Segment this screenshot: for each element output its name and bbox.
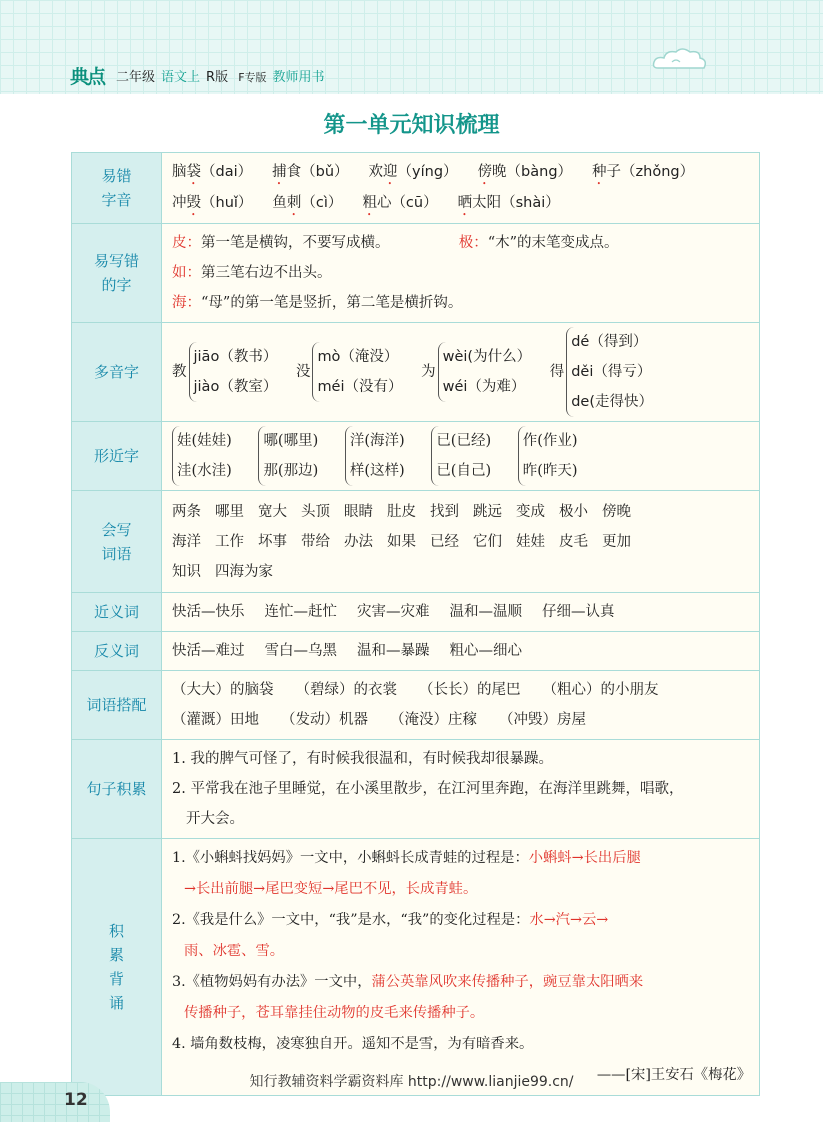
writing-item [172,258,751,288]
recite-text: 1.《小蝌蚪找妈妈》一文中，小蝌蚪长成青蛙的过程是： [172,850,529,866]
recite-text: 2.《我是什么》一文中，“我”是水，“我”的变化过程是： [172,912,530,928]
polyphone-char: 没 [295,364,311,380]
word-item: 头顶 [301,503,330,520]
footer-watermark: 知行教辅资料学霸资料库 http://www.lianjie99.cn/ [249,1074,574,1090]
brace [566,327,653,417]
polyphone-group [172,342,277,402]
label-line: 字音 [101,191,132,209]
recite-item-4: 4. 墙角数枝梅，凌寒独自开。遥知不是雪，为有暗香来。 [172,1036,534,1052]
edition: R版 [206,70,229,85]
pron-word [458,188,560,219]
content-antonyms [162,632,760,671]
page-number-tab [0,1082,110,1122]
similar-group [258,426,318,486]
label-collocation: 词语搭配 [72,671,162,740]
pron-key-char: 毁 [186,195,201,211]
word-item: 极小 [559,503,588,520]
word-item: 跳远 [473,503,502,520]
word-item: 哪里 [215,503,244,520]
row-words [72,491,760,593]
collocation-line [172,675,751,705]
polyphone-reading: jiāo（教书） [193,349,278,365]
content-synonyms [162,593,760,632]
label-pronunciation [72,153,162,224]
label-line: 积 [108,922,124,940]
similar-group [172,426,232,486]
synonym-pair: 连忙—赶忙 [264,604,337,620]
word-item: 工作 [215,533,244,550]
pron-char: 欢 [368,164,384,180]
row-writing [72,224,760,323]
pron-pinyin: （dai） [201,164,253,180]
recite-item-3 [172,967,751,998]
polyphone-reading: mò（淹没） [317,349,399,365]
pron-key-char: 袋 [186,164,201,180]
polyphone-char: 教 [172,364,187,380]
pron-pinyin: （shài） [501,195,560,211]
row-collocation [72,671,760,740]
sentence-1: 1. 我的脾气可怪了，有时候我很温和，有时候我却很暴躁。 [172,751,553,767]
similar-char: 作(作业) [522,433,578,449]
word-item: 四海为家 [215,563,273,580]
special-edition: F专版 [238,71,267,84]
words-line [172,557,751,587]
recite-item-1 [172,843,751,874]
recite-answer: 水→汽→云→ [529,912,609,928]
content-words [162,491,760,593]
pron-key-char: 晒 [457,195,473,211]
similar-char: 样(这样) [349,463,405,479]
brace [258,426,318,486]
word-item: 找到 [430,503,459,520]
word-item: 皮毛 [559,533,588,550]
pron-pinyin: （cū） [391,195,438,211]
label-writing [72,224,162,323]
page-title: 第一单元知识梳理 [323,113,500,138]
antonym-pair: 雪白—乌黑 [264,643,337,659]
poem-source: ——[宋]王安石《梅花》 [596,1067,751,1083]
label-line: 易写错 [93,252,139,270]
label-similar: 形近字 [72,422,162,491]
label-recite [72,839,162,1096]
book-type: 教师用书 [272,70,325,85]
similar-char: 哪(哪里) [263,433,319,449]
brace [189,342,278,402]
content-sentences [162,740,760,839]
word-item: 如果 [387,533,416,550]
similar-char: 已(自己) [436,463,492,479]
writing-text: “木”的末笔变成点。 [487,235,619,251]
similar-char: 洼(水洼) [177,463,232,479]
collocation-item: （发动）机器 [281,712,368,728]
pron-char: 太阳 [472,195,502,211]
writing-char: 极： [458,235,488,251]
pron-word [369,157,458,188]
row-synonyms [72,593,760,632]
similar-group [345,426,405,486]
word-item: 它们 [473,533,502,550]
label-line: 的字 [101,276,132,294]
polyphone-reading: jiào（教室） [193,379,278,395]
pron-char: 冲 [172,195,187,211]
content-polyphone [162,323,760,422]
brace [518,426,578,486]
content-collocation [162,671,760,740]
subject: 语文上 [161,70,201,85]
pron-char: 心 [376,195,392,211]
antonym-pair: 粗心—细心 [449,643,522,659]
pron-line-2 [172,188,751,219]
writing-char: 海： [172,295,201,311]
row-pronunciation [72,153,760,224]
words-line [172,527,751,557]
polyphone-reading: de(走得快） [571,394,653,410]
word-item: 更加 [602,533,631,550]
pron-pinyin: （bǔ） [301,164,349,180]
pron-pinyin: （zhǒng） [621,164,695,180]
writing-item [172,288,751,318]
content-writing [162,224,760,323]
knowledge-table [71,152,760,1096]
synonym-pair: 仔细—认真 [542,604,615,620]
word-item: 两条 [172,503,201,520]
collocation-item: （粗心）的小朋友 [542,682,659,698]
brace [312,342,402,402]
pron-key-char: 刺 [286,195,302,211]
polyphone-reading: wéi（为难） [442,379,526,395]
recite-answer: 小蝌蚪→长出后腿 [528,850,641,866]
collocation-item: （大大）的脑袋 [172,682,274,698]
writing-text: 第一笔是横钩，不要写成横。 [201,235,390,251]
pron-word [272,157,348,188]
antonym-pair: 快活—难过 [172,643,245,659]
word-item: 娃娃 [516,533,545,550]
pron-key-char: 迎 [383,164,398,180]
recite-answer: →长出前腿→尾巴变短→尾巴不见，长成青蛙。 [184,881,478,897]
brace [438,342,531,402]
pron-word [172,188,252,219]
antonym-list [172,636,751,666]
synonym-pair: 灾害—灾难 [357,604,430,620]
brand-logo: 典点 [70,66,105,88]
word-item: 傍晚 [602,503,631,520]
similar-char: 已(已经) [436,433,492,449]
synonym-pair: 快活—快乐 [172,604,245,620]
recite-answer: 传播种子，苍耳靠挂住动物的皮毛来传播种子。 [184,1005,485,1021]
polyphone-char: 得 [549,364,565,380]
sentence-2: 2. 平常我在池子里睡觉，在小溪里散步，在江河里奔跑，在海洋里跳舞，唱歌， [172,781,684,797]
pron-char: 食 [286,164,302,180]
row-recite [72,839,760,1096]
grade: 二年级 [116,70,156,85]
collocation-item: （灌溉）田地 [172,712,259,728]
book-meta [116,66,331,85]
pron-char: 子 [606,164,622,180]
label-line: 累 [108,946,124,964]
antonym-pair: 温和—暴躁 [357,643,430,659]
pron-pinyin: （cì） [301,195,343,211]
sentence-2-cont: 开大会。 [186,811,244,827]
pron-pinyin: （bàng） [506,164,573,180]
pron-pinyin: （huǐ） [201,195,253,211]
label-line: 词语 [101,544,132,563]
content-similar [162,422,760,491]
row-antonyms [72,632,760,671]
pron-char: 鱼 [272,195,287,211]
collocation-item: （碧绿）的衣裳 [295,682,397,698]
writing-char: 皮： [172,235,201,251]
similar-char: 那(那边) [263,463,319,479]
synonym-pair: 温和—温顺 [449,604,522,620]
cloud-icon [650,44,710,74]
writing-char: 如： [172,265,201,281]
brace [345,426,405,486]
word-item: 海洋 [172,533,201,550]
content-pronunciation [162,153,760,224]
row-polyphone [72,323,760,422]
writing-item [172,228,751,258]
polyphone-group [550,327,653,417]
similar-group [518,426,578,486]
recite-answer: 蒲公英靠风吹来传播种子，豌豆靠太阳晒来 [371,974,644,990]
word-item: 变成 [516,503,545,520]
recite-item-2 [172,905,751,936]
polyphone-group [296,342,403,402]
label-sentences: 句子积累 [72,740,162,839]
label-antonyms: 反义词 [72,632,162,671]
label-line: 会写 [101,520,132,539]
pron-key-char: 粗 [362,195,377,211]
label-line: 背 [108,970,124,988]
polyphone-reading: méi（没有） [317,379,403,395]
brace [172,426,232,486]
collocation-line [172,705,751,735]
word-item: 坏事 [258,533,287,550]
similar-group [431,426,491,486]
pron-word [592,157,694,188]
pron-char: 晚 [492,164,507,180]
word-item: 知识 [172,563,201,580]
synonym-list [172,597,751,627]
row-sentences [72,740,760,839]
pron-word [272,188,342,219]
recite-answer: 雨、冰雹、雪。 [184,943,285,959]
writing-text: “母”的第一笔是竖折，第二笔是横折钩。 [201,295,463,311]
page-number: 12 [64,1090,88,1110]
label-polyphone: 多音字 [72,323,162,422]
similar-char: 昨(昨天) [522,463,578,479]
polyphone-group [421,342,531,402]
writing-text: 第三笔右边不出头。 [201,265,332,281]
collocation-item: （淹没）庄稼 [390,712,477,728]
word-item: 办法 [344,533,373,550]
label-words [72,491,162,593]
pron-pinyin: （yíng） [397,164,458,180]
pron-key-char: 种 [592,164,607,180]
word-item: 已经 [430,533,459,550]
recite-text: 3.《植物妈妈有办法》一文中， [172,974,372,990]
pron-char: 脑 [172,164,187,180]
word-item: 眼睛 [344,503,373,520]
brace [431,426,491,486]
pron-key-char: 傍 [477,164,493,180]
pron-word [172,157,252,188]
polyphone-char: 为 [421,364,436,380]
similar-char: 娃(娃娃) [177,433,232,449]
polyphone-reading: dé（得到） [571,334,648,350]
label-line: 诵 [108,994,124,1012]
collocation-item: （冲毁）房屋 [499,712,586,728]
similar-char: 洋(海洋) [349,433,405,449]
polyphone-reading: děi（得亏） [571,364,652,380]
label-synonyms: 近义词 [72,593,162,632]
words-line [172,497,751,527]
header-divider [0,94,823,100]
pron-word [362,188,437,219]
word-item: 带给 [301,533,330,550]
pron-word [478,157,572,188]
pron-key-char: 捕 [272,164,287,180]
word-item: 肚皮 [387,503,416,520]
label-line: 易错 [101,167,132,185]
collocation-item: （长长）的尾巴 [419,682,521,698]
polyphone-reading: wèi(为什么） [442,349,532,365]
content-recite [162,839,760,1096]
row-similar [72,422,760,491]
pron-line-1 [172,157,751,188]
word-item: 宽大 [258,503,287,520]
